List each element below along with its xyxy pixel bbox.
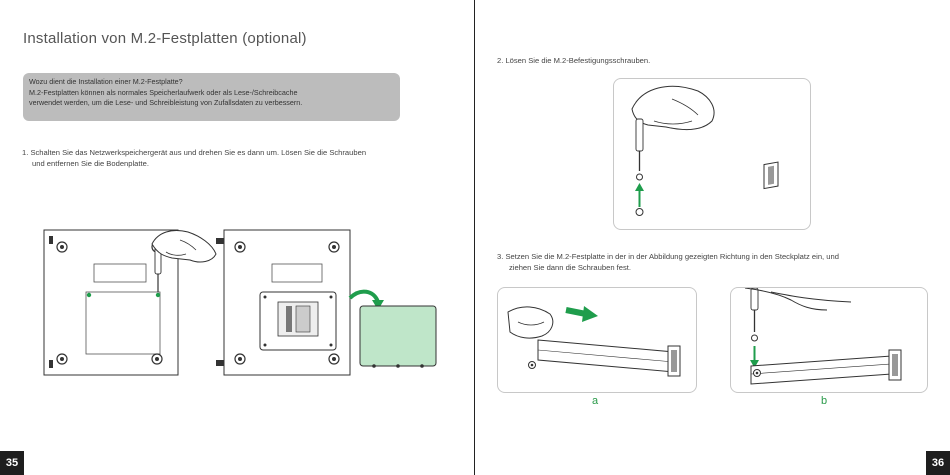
screw-icon xyxy=(235,354,245,364)
screw-icon xyxy=(637,174,643,180)
step-1-text xyxy=(22,147,366,169)
screw-icon xyxy=(636,209,643,216)
m2-drive xyxy=(751,350,901,384)
screw-icon xyxy=(57,242,67,252)
plate-screw-marker xyxy=(87,293,91,297)
info-question: Wozu dient die Installation einer M.2-Festplatte? xyxy=(29,77,183,86)
page-number-right: 36 xyxy=(926,451,950,475)
right-page xyxy=(475,0,950,475)
caption-b: b xyxy=(821,395,828,407)
screwdriver-icon xyxy=(636,119,643,171)
screw-icon xyxy=(754,370,761,377)
caption-a: a xyxy=(592,395,599,407)
bottom-plate-illustration xyxy=(40,222,445,382)
screw-icon xyxy=(529,362,536,369)
hand-icon xyxy=(508,307,553,338)
device-bottom-open xyxy=(216,230,384,375)
step-3-line-2: ziehen Sie dann die Schrauben fest. xyxy=(509,263,632,272)
device-bottom-closed xyxy=(44,230,216,375)
screw-icon xyxy=(329,242,339,252)
info-line-1: M.2-Festplatten können als normales Speicherlaufwerk oder als Lese-/Schreibcache xyxy=(29,87,298,97)
screw-icon xyxy=(235,242,245,252)
m2-slot-board xyxy=(260,292,336,350)
step-2-text: 2. Lösen Sie die M.2-Befestigungsschrauben. xyxy=(497,56,651,65)
info-line-2: verwendet werden, um die Lese- und Schreibleistung von Zufallsdaten zu verbessern. xyxy=(29,98,303,107)
hand-icon xyxy=(745,288,851,310)
screw-icon xyxy=(152,354,162,364)
unscrew-illustration xyxy=(613,78,811,230)
info-box xyxy=(23,73,400,121)
m2-connector-icon xyxy=(764,162,778,188)
plate-screw-marker xyxy=(156,293,160,297)
hand-icon xyxy=(632,86,714,129)
insert-drive-illustration-a xyxy=(497,287,697,393)
m2-drive xyxy=(538,340,680,376)
page-title: Installation von M.2-Festplatten (optional) xyxy=(23,30,307,47)
page-number-left: 35 xyxy=(0,451,24,475)
step-1-line-2: und entfernen Sie die Bodenplatte. xyxy=(32,159,149,168)
step-1-line-1: 1. Schalten Sie das Netzwerkspeichergerät aus und drehen Sie es dann um. Lösen Sie die Schrauben xyxy=(22,148,367,157)
screw-icon xyxy=(57,354,67,364)
insert-arrow-icon xyxy=(566,310,586,314)
removed-bottom-plate xyxy=(360,306,436,368)
step-3-text xyxy=(497,251,839,273)
fasten-screw-illustration-b xyxy=(730,287,928,393)
screwdriver-icon xyxy=(751,288,758,332)
screw-icon xyxy=(752,335,758,341)
step-3-line-1: 3. Setzen Sie die M.2-Festplatte in der in der Abbildung gezeigten Richtung in den Steckplatz ein, und xyxy=(497,252,839,261)
screw-icon xyxy=(329,354,339,364)
